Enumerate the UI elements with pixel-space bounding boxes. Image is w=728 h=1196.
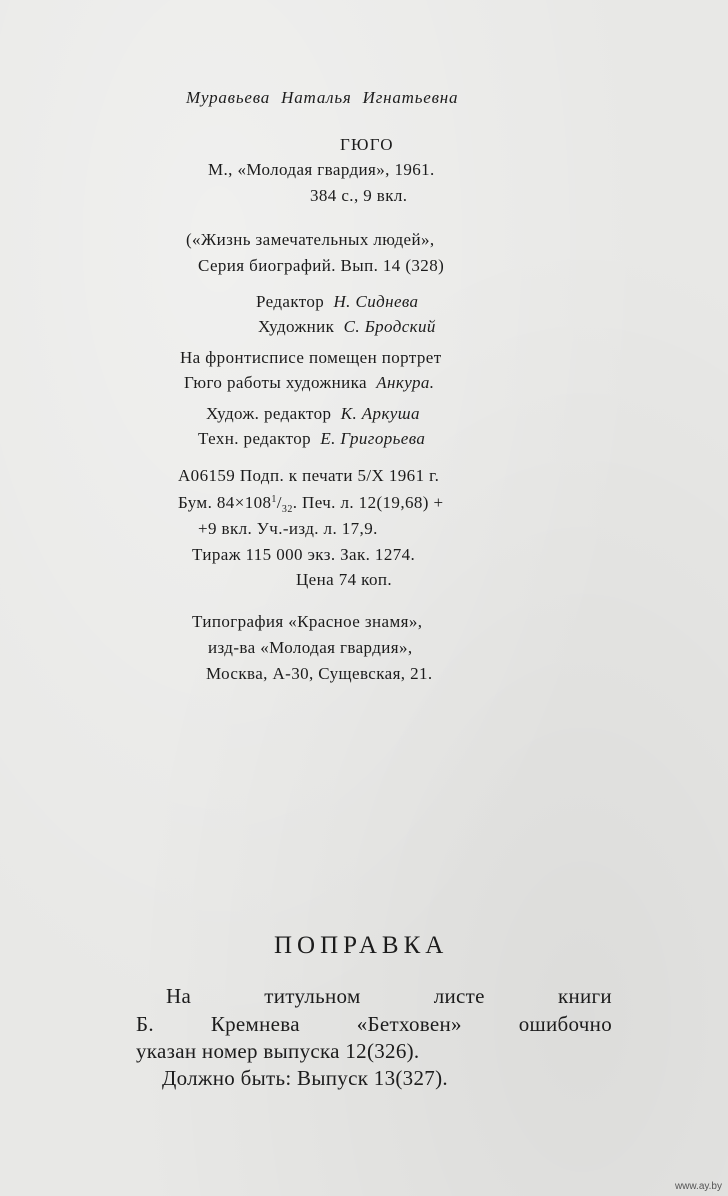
correction-line-2 <box>136 1012 612 1037</box>
watermark: www.ay.by <box>674 1181 722 1192</box>
correction-heading: ПОПРАВКА <box>274 932 449 959</box>
paper-format-prefix: Бум. 84 <box>178 493 235 512</box>
correction-word: книги <box>557 984 612 1008</box>
correction-word: Кремнева <box>210 1012 300 1036</box>
print-line-3: +9 вкл. Уч.-изд. л. 17,9. <box>198 519 378 538</box>
correction-word: На <box>166 984 192 1008</box>
correction-word: листе <box>433 984 485 1008</box>
editor-line <box>256 292 418 312</box>
printer-line-2: изд-ва «Молодая гвардия», <box>208 638 413 657</box>
frontispiece-text: Гюго работы художника <box>184 373 367 392</box>
art-editor-label: Худож. редактор <box>206 404 332 423</box>
fraction-numerator: 1 <box>271 494 277 505</box>
book-title: ГЮГО <box>340 135 394 154</box>
series-line-1: («Жизнь замечательных людей», <box>186 230 435 249</box>
fraction-slash: / <box>276 493 282 512</box>
print-line-2 <box>178 493 443 515</box>
correction-line-1 <box>166 984 612 1009</box>
editor-name: Н. Сиднева <box>333 292 419 311</box>
correction-word: «Бетховен» <box>356 1012 462 1036</box>
print-line-1: А06159 Подп. к печати 5/X 1961 г. <box>178 466 440 485</box>
fraction-denominator: 32 <box>281 504 293 515</box>
print-run-line: Тираж 115 000 экз. Зак. 1274. <box>192 545 416 564</box>
art-editor-name: К. Аркуша <box>340 404 420 423</box>
tech-editor-label: Техн. редактор <box>198 429 312 448</box>
printer-line-3: Москва, А-30, Сущевская, 21. <box>206 664 433 683</box>
frontispiece-line-1: На фронтисписе помещен портрет <box>180 348 442 367</box>
publisher-line: М., «Молодая гвардия», 1961. <box>208 160 435 179</box>
editor-label: Редактор <box>256 292 325 311</box>
correction-line-4: Должно быть: Выпуск 13(327). <box>162 1066 448 1090</box>
artist-name: С. Бродский <box>343 317 436 336</box>
author-name: Муравьева Наталья Игнатьевна <box>186 88 459 107</box>
tech-editor-line <box>198 429 425 449</box>
frontispiece-artist: Анкура. <box>376 373 435 392</box>
correction-word: Б. <box>136 1012 154 1036</box>
printer-line-1: Типография «Красное знамя», <box>192 612 423 631</box>
pages-line: 384 с., 9 вкл. <box>310 186 408 205</box>
correction-word: титульном <box>264 984 361 1008</box>
artist-line <box>258 317 436 337</box>
artist-label: Художник <box>258 317 335 336</box>
price-line: Цена 74 коп. <box>296 570 393 589</box>
series-line-2: Серия биографий. Вып. 14 (328) <box>198 256 445 275</box>
correction-word: ошибочно <box>518 1012 612 1036</box>
paper-format-number: 108 <box>244 493 272 512</box>
times-sign: × <box>234 493 245 512</box>
correction-line-3: указан номер выпуска 12(326). <box>136 1039 420 1063</box>
frontispiece-line-2 <box>184 373 434 393</box>
print-sheets: . Печ. л. 12(19,68) + <box>292 493 444 512</box>
art-editor-line <box>206 404 420 424</box>
tech-editor-name: Е. Григорьева <box>320 429 426 448</box>
